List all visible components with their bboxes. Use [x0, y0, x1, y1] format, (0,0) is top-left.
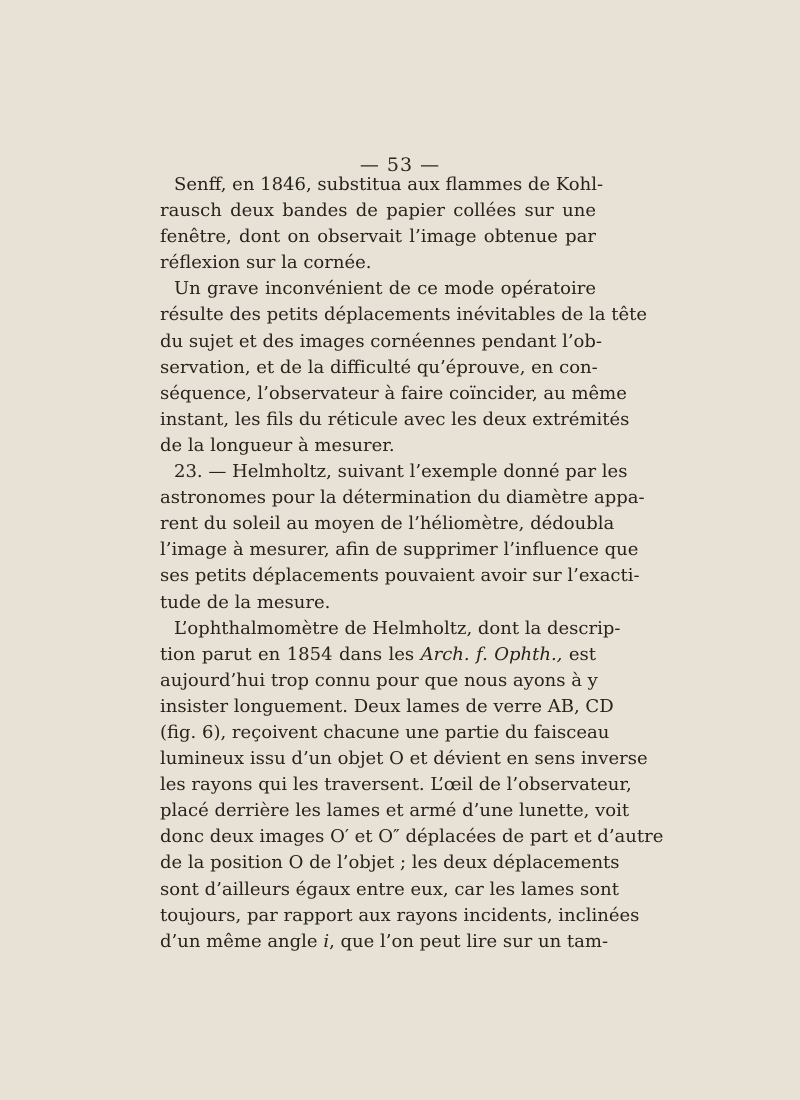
text-line [160, 929, 609, 955]
italic-text: Arch. f. Ophth., [420, 643, 563, 665]
text-line-content: toujours, par rapport aux rayons incidents, inclinées [160, 904, 640, 926]
text-line-content: du sujet et des images cornéennes pendant l’ob- [160, 330, 602, 352]
text-line [160, 537, 639, 563]
page-number: — 53 — [359, 154, 441, 176]
text-line-tail: , que l’on peut lire sur un tam- [329, 930, 609, 952]
text-line [160, 642, 596, 668]
text-line [160, 172, 604, 198]
text-line [160, 485, 645, 511]
text-line [160, 668, 596, 694]
text-line-content: fenêtre, dont on observait l’image obtenue par [160, 226, 596, 248]
text-line [160, 746, 648, 772]
text-line-content: placé derrière les lames et armé d’une lunette, voit [160, 800, 630, 822]
text-line [160, 720, 610, 746]
text-line-content: 23. — Helmholtz, suivant l’exemple donné par les [174, 461, 628, 483]
text-line [160, 563, 640, 589]
text-line [160, 798, 630, 824]
text-line-content: aujourd’hui trop connu pour que nous ayons à y [160, 669, 598, 691]
text-line [160, 329, 602, 355]
text-line-content: sont d’ailleurs égaux entre eux, car les lames sont [160, 878, 619, 900]
text-line-content: séquence, l’observateur à faire coïncider, au même [160, 382, 627, 404]
text-line [160, 250, 596, 276]
text-line-content: rausch deux bandes de papier collées sur une [160, 200, 596, 222]
text-line-content: L’ophthalmomètre de Helmholtz, dont la descrip- [174, 617, 621, 639]
text-line [160, 903, 640, 929]
text-line [160, 590, 596, 616]
text-line [160, 877, 619, 903]
text-line [160, 407, 630, 433]
italic-text: i [323, 930, 330, 952]
text-line [160, 198, 596, 224]
text-line-content: rent du soleil au moyen de l’héliomètre, dédoubla [160, 513, 615, 535]
text-line-tail: est [562, 643, 596, 665]
text-line-content: servation, et de la difficulté qu’éprouve, en con- [160, 356, 598, 378]
text-line-content: ses petits déplacements pouvaient avoir sur l’exacti- [160, 565, 640, 587]
text-line-content: de la longueur à mesurer. [160, 434, 395, 456]
text-line [160, 276, 596, 302]
text-line-content: de la position O de l’objet ; les deux déplacements [160, 852, 620, 874]
text-line [160, 694, 614, 720]
text-line-content: astronomes pour la détermination du diamètre appa- [160, 487, 645, 509]
text-line [160, 824, 664, 850]
text-line [160, 433, 596, 459]
text-line [160, 772, 632, 798]
text-line-content: réflexion sur la cornée. [160, 252, 372, 274]
text-line [160, 850, 620, 876]
text-line-content: Senff, en 1846, substitua aux flammes de Kohl- [174, 174, 604, 195]
text-line [160, 459, 628, 485]
text-line-content: tion parut en 1854 dans les [160, 643, 415, 665]
text-line-content: l’image à mesurer, afin de supprimer l’influence que [160, 539, 639, 561]
body-text [160, 172, 664, 955]
text-line [160, 381, 627, 407]
text-line [160, 355, 596, 381]
text-line [160, 302, 648, 328]
text-line-content: (fig. 6), reçoivent chacune une partie du faisceau [160, 721, 610, 743]
text-line-content: lumineux issu d’un objet O et dévient en sens inverse [160, 748, 648, 770]
text-line [160, 224, 596, 250]
text-line-content: insister longuement. Deux lames de verre AB, CD [160, 695, 614, 717]
text-line-content: Un grave inconvénient de ce mode opératoire [174, 278, 596, 300]
text-line-content: instant, les fils du réticule avec les deux extrémités [160, 408, 630, 430]
text-line-content: tude de la mesure. [160, 591, 331, 613]
text-line-content: les rayons qui les traversent. L’œil de l’observateur, [160, 774, 632, 796]
text-line-content: d’un même angle [160, 930, 318, 952]
text-line-content: résulte des petits déplacements inévitables de la tête [160, 304, 648, 326]
text-line [160, 616, 621, 642]
text-line-content: donc deux images O′ et O″ déplacées de part et d’autre [160, 826, 664, 848]
text-line [160, 511, 615, 537]
